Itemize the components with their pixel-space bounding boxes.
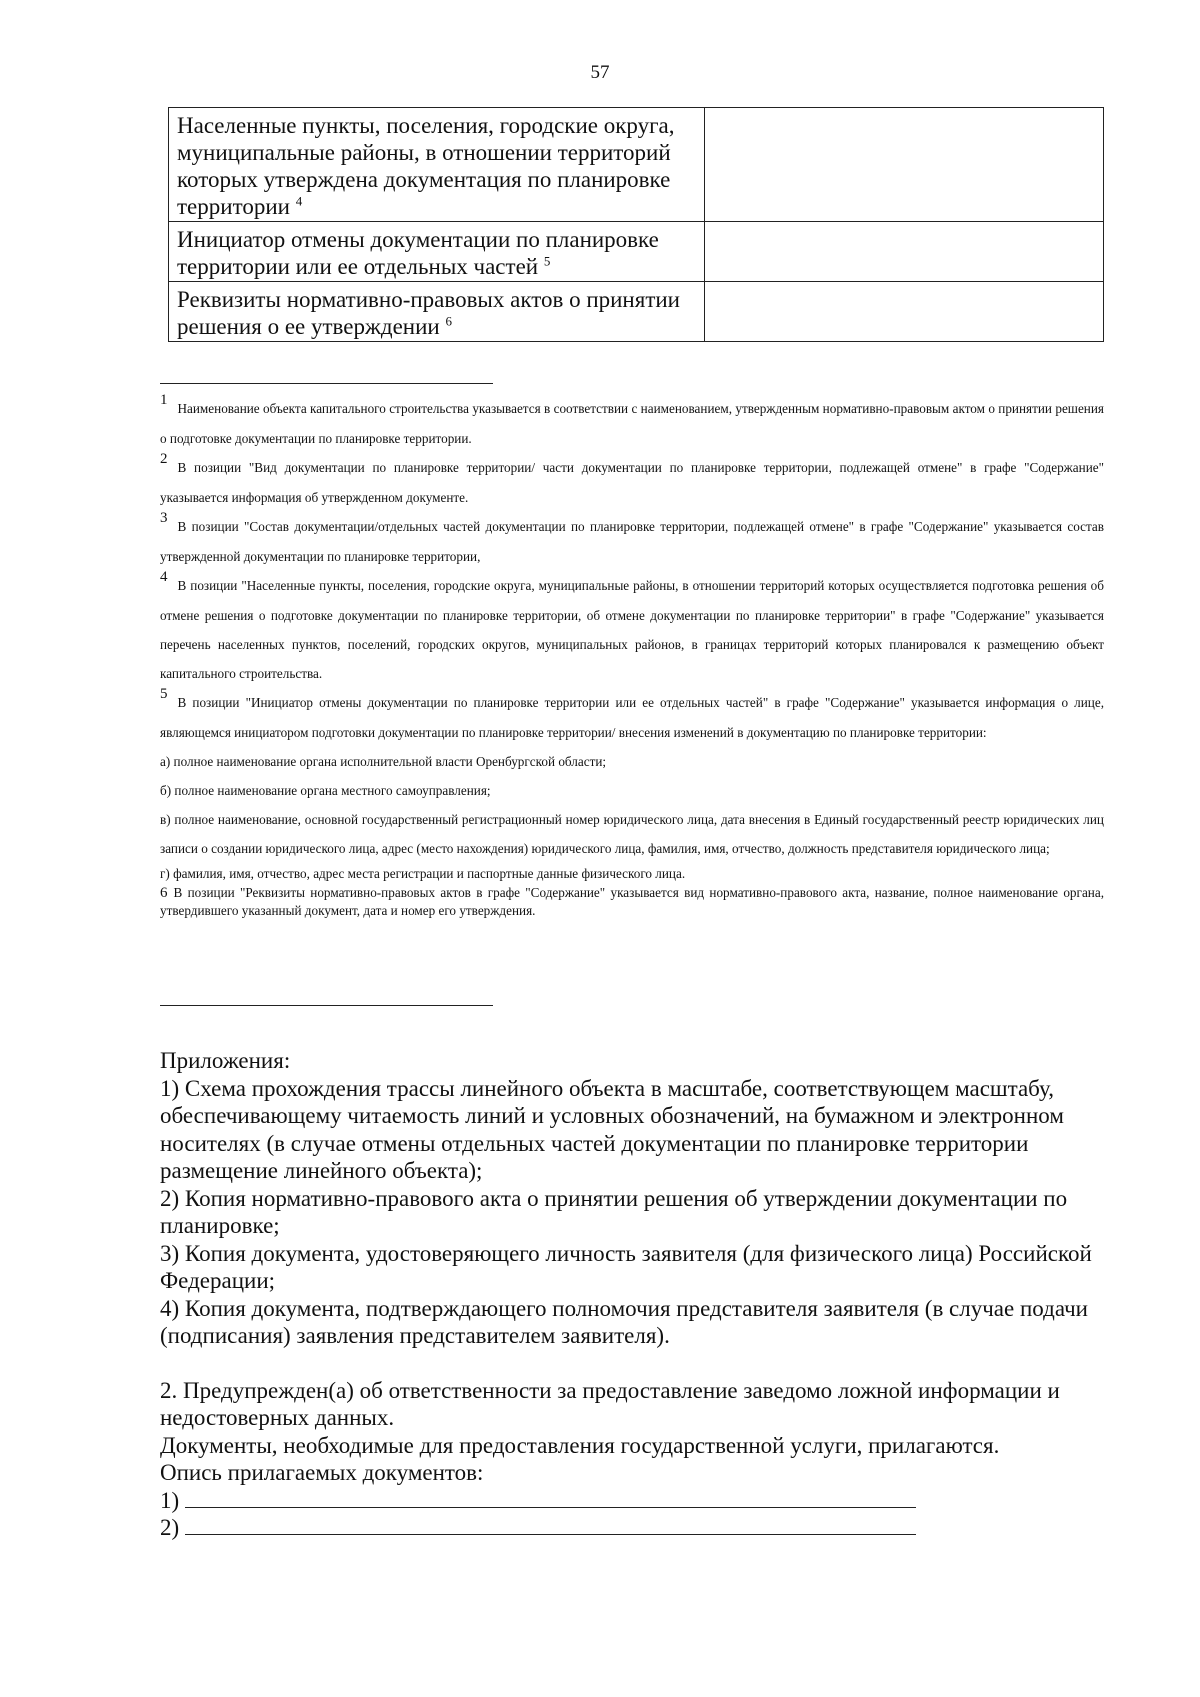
inventory-line-1 bbox=[160, 1487, 1110, 1515]
footnote-ref: 5 bbox=[543, 253, 551, 269]
table-row bbox=[169, 222, 1104, 282]
appendix-item-2: 2) Копия нормативно-правового акта о принятии решения об утверждении документации по планировке; bbox=[160, 1185, 1068, 1238]
footnote-text: Наименование объекта капитального строительства указывается в соответствии с наименованием, утвержденным нормативно-правовым актом о принятии решения о подготовке документации по планировке территории. bbox=[160, 401, 1104, 446]
documents-note: Документы, необходимые для предоставления государственной услуги, прилагаются. bbox=[160, 1432, 1000, 1458]
footnote-mark: 3 bbox=[160, 510, 168, 526]
spacer bbox=[160, 1350, 1110, 1377]
footnote-text: В позиции "Реквизиты нормативно-правовых актов в графе "Содержание" указывается вид нормативно-правового акта, название, полное наименование органа, утвердившего указанный документ, дата и номер его утверждения. bbox=[160, 885, 1104, 918]
row-value-initiator[interactable] bbox=[705, 222, 1104, 282]
appendix-item-3: 3) Копия документа, удостоверяющего личность заявителя (для физического лица) Российской Федерации; bbox=[160, 1240, 1092, 1293]
row-value-requisites[interactable] bbox=[705, 282, 1104, 342]
footnote-text: В позиции "Вид документации по планировке территории/ части документации по планировке территории, подлежащей отмене" в графе "Содержание" указывается информация об утвержденном документе. bbox=[160, 460, 1104, 505]
footnote-text: В позиции "Населенные пункты, поселения, городские округа, муниципальные районы, в отношении территорий которых осуществляется подготовка решения об отмене решения о подготовке документации по планировке территории, об отмене документации по планировке территории" в графе "Содержание" указывается перечень населенных пунктов, поселений, городских округов, муниципальных районов, в границах территорий которых планировался к размещению объект капитального строительства. bbox=[160, 578, 1104, 681]
row-label-settlements bbox=[169, 108, 705, 222]
appendix-heading: Приложения: bbox=[160, 1048, 291, 1073]
footnote-mark: 1 bbox=[160, 392, 168, 408]
footnote-5-item-v: в) полное наименование, основной государственный регистрационный номер юридического лица, дата внесения в Единый государственный реестр юридических лиц записи о создании юридического лица, адрес (место нахождения) юридического лица, фамилия, имя, отчество, должность представителя юридического лица; bbox=[160, 812, 1104, 856]
footnote-mark: 2 bbox=[160, 451, 168, 467]
inventory-line-number: 1) bbox=[160, 1487, 180, 1513]
row-label-requisites bbox=[169, 282, 705, 342]
row-label-initiator bbox=[169, 222, 705, 282]
footnote-6 bbox=[160, 884, 1104, 919]
row-label-text: Реквизиты нормативно-правовых актов о принятии решения о ее утверждении bbox=[177, 287, 680, 339]
page-number: 57 bbox=[590, 62, 610, 83]
footnote-5 bbox=[160, 688, 1104, 747]
row-label-text: Инициатор отмены документации по планировке территории или ее отдельных частей bbox=[177, 227, 659, 279]
footnote-5-item-g: г) фамилия, имя, отчество, адрес места регистрации и паспортные данные физического лица. bbox=[160, 866, 686, 881]
footnote-2 bbox=[160, 453, 1104, 512]
footnote-ref: 6 bbox=[445, 313, 452, 329]
table-row bbox=[169, 282, 1104, 342]
row-label-text: Населенные пункты, поселения, городские округа, муниципальные районы, в отношении территорий которых утверждена документация по планировке территории bbox=[177, 113, 675, 219]
footnote-ref: 4 bbox=[295, 193, 303, 209]
inventory-line-number: 2) bbox=[160, 1515, 180, 1540]
inventory-blank-field-1[interactable] bbox=[185, 1489, 916, 1508]
footnote-text: В позиции "Состав документации/отдельных частей документации по планировке территории, подлежащей отмене" в графе "Содержание" указывается состав утвержденной документации по планировке территории, bbox=[160, 519, 1104, 564]
application-table bbox=[168, 107, 1104, 342]
section-separator bbox=[160, 1005, 493, 1006]
footnotes bbox=[160, 394, 1104, 919]
row-value-settlements[interactable] bbox=[705, 108, 1104, 222]
table-row bbox=[169, 108, 1104, 222]
appendix-item-4: 4) Копия документа, подтверждающего полномочия представителя заявителя (в случае подачи (подписания) заявления представителем заявителя). bbox=[160, 1295, 1088, 1348]
footnote-mark: 6 bbox=[160, 885, 168, 901]
inventory-heading: Опись прилагаемых документов: bbox=[160, 1460, 484, 1485]
footnote-5-item-a: а) полное наименование органа исполнительной власти Оренбургской области; bbox=[160, 754, 607, 769]
footnote-text: В позиции "Инициатор отмены документации по планировке территории или ее отдельных частей" в графе "Содержание" указывается информация о лице, являющемся инициатором подготовки документации по планировке территории/ внесения изменений в документацию по планировке территории: bbox=[160, 695, 1104, 740]
appendix-section bbox=[160, 1047, 1110, 1542]
footnote-mark: 4 bbox=[160, 569, 168, 585]
inventory-blank-field-2[interactable] bbox=[185, 1516, 916, 1535]
appendix-item-1: 1) Схема прохождения трассы линейного объекта в масштабе, соответствующем масштабу, обеспечивающему читаемость линий и условных обозначений, на бумажном и электронном носителях (в случае отмены отдельных частей документации по планировке территории размещение линейного объекта); bbox=[160, 1075, 1064, 1183]
footnote-3 bbox=[160, 512, 1104, 571]
footnote-5-item-b: б) полное наименование органа местного самоуправления; bbox=[160, 783, 491, 798]
footnote-separator bbox=[160, 383, 493, 384]
footnote-mark: 5 bbox=[160, 686, 168, 702]
footnote-1 bbox=[160, 394, 1104, 453]
footnote-4 bbox=[160, 571, 1104, 688]
inventory-line-2 bbox=[160, 1514, 1110, 1542]
warning-paragraph: 2. Предупрежден(а) об ответственности за предоставление заведомо ложной информации и недостоверных данных. bbox=[160, 1377, 1060, 1430]
